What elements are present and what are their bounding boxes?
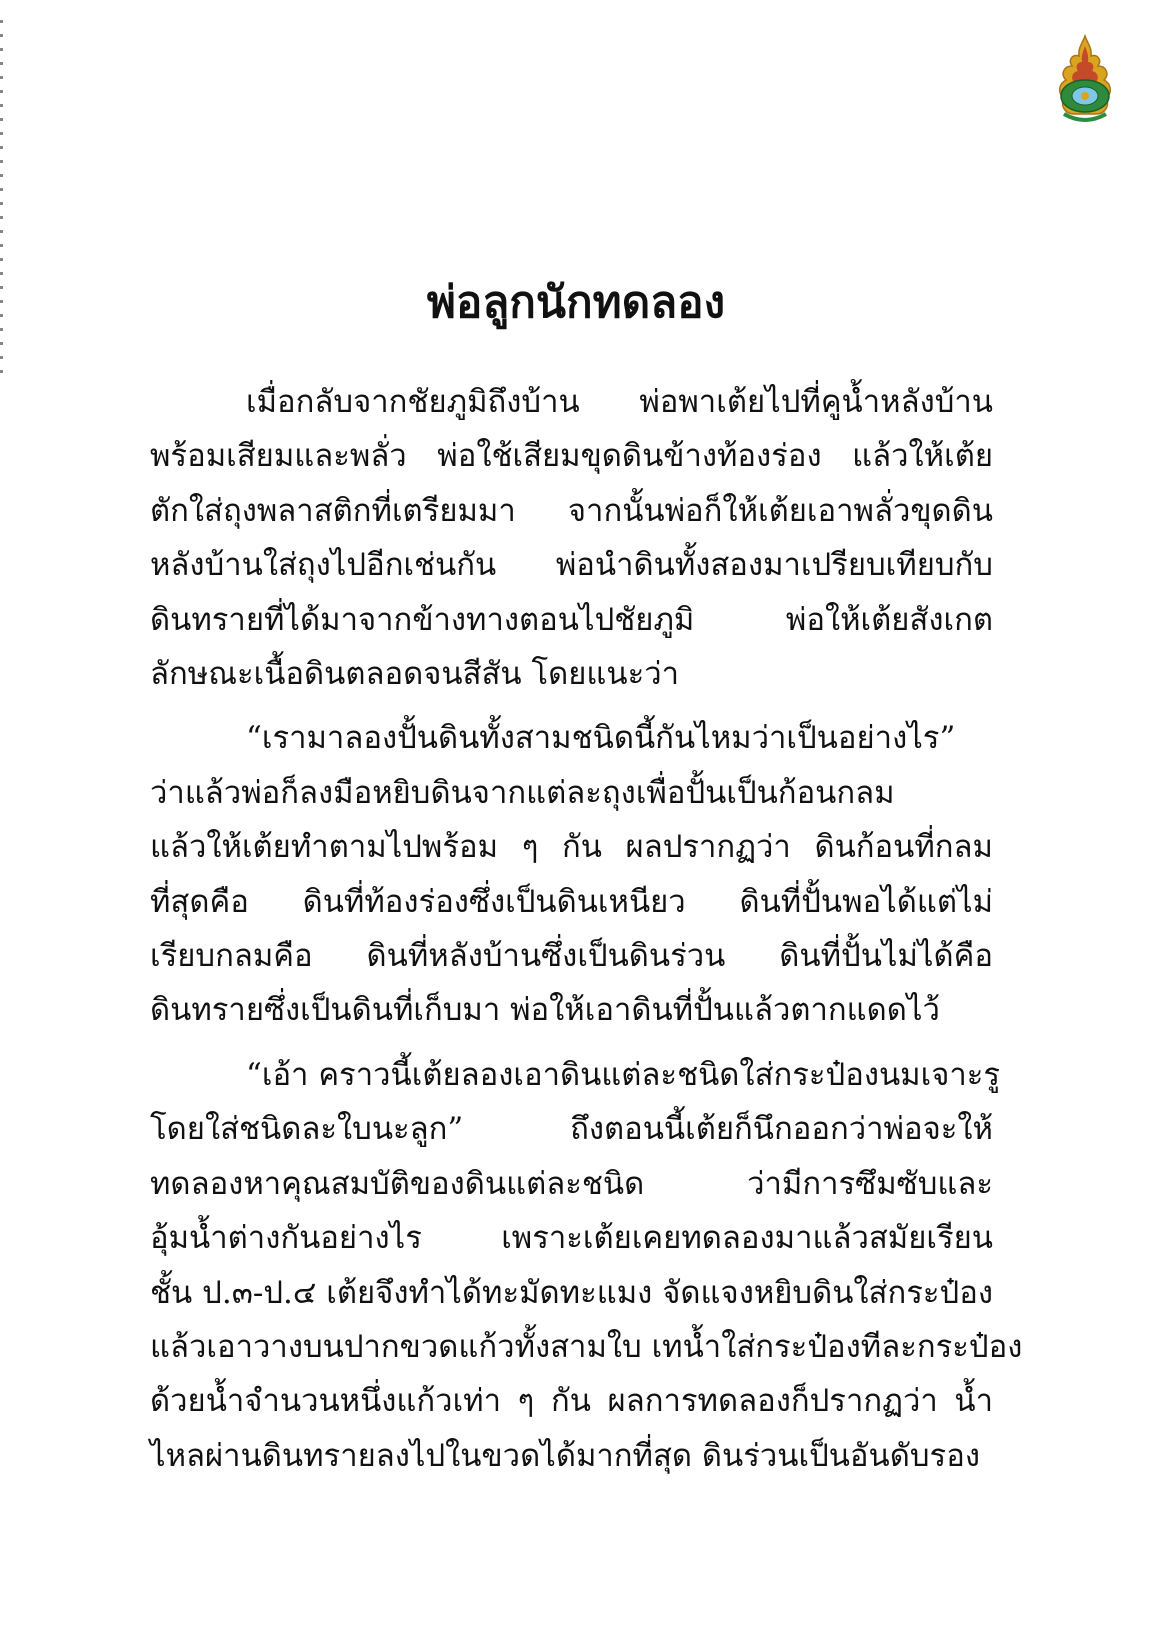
text-line: ดินทรายซึ่งเป็นดินที่เก็บมา พ่อให้เอาดินที่ปั้นแล้วตากแดดไว้ — [150, 992, 940, 1029]
text-line: เมื่อกลับจากชัยภูมิถึงบ้าน พ่อพาเต้ยไปที่คูน้ำหลังบ้าน — [246, 384, 993, 420]
text-line: ชั้น ป.๓-ป.๔ เต้ยจึงทำได้ทะมัดทะแมง จัดแจงหยิบดินใส่กระป๋อง — [150, 1274, 993, 1311]
text-line: ดินทรายที่ได้มาจากข้างทางตอนไปชัยภูมิ พ่อให้เต้ยสังเกต — [150, 601, 993, 638]
text-line: เรียบกลมคือ ดินที่หลังบ้านซึ่งเป็นดินร่วน ดินที่ปั้นไม่ได้คือ — [150, 938, 993, 975]
text-line: พร้อมเสียมและพลั่ว พ่อใช้เสียมขุดดินข้างท้องร่อง แล้วให้เต้ย — [150, 438, 993, 475]
text-line: “เอ้า คราวนี้เต้ยลองเอาดินแต่ละชนิดใส่กระป๋องนมเจาะรู — [246, 1056, 1001, 1093]
text-line: แล้วให้เต้ยทำตามไปพร้อม ๆ กัน ผลปรากฏว่า ดินก้อนที่กลม — [150, 829, 993, 866]
text-line: ที่สุดคือ ดินที่ท้องร่องซึ่งเป็นดินเหนียว ดินที่ปั้นพอได้แต่ไม่ — [150, 883, 993, 920]
paragraph-1 — [150, 375, 993, 701]
text-line: “เรามาลองปั้นดินทั้งสามชนิดนี้กันไหมว่าเป็นอย่างไร” — [246, 720, 956, 757]
page-title: พ่อลูกนักทดลอง — [426, 277, 726, 328]
text-line: ทดลองหาคุณสมบัติของดินแต่ละชนิด ว่ามีการซึมซับและ — [150, 1165, 993, 1202]
text-line: ไหลผ่านดินทรายลงไปในขวดได้มากที่สุด ดินร่วนเป็นอันดับรอง — [150, 1437, 980, 1474]
text-line: แล้วเอาวางบนปากขวดแก้วทั้งสามใบ เทน้ำใส่กระป๋องทีละกระป๋อง — [150, 1328, 1023, 1365]
text-line: ลักษณะเนื้อดินตลอดจนสีสัน โดยแนะว่า — [150, 656, 680, 693]
text-line: ตักใส่ถุงพลาสติกที่เตรียมมา จากนั้นพ่อก็ให้เต้ยเอาพลั่วขุดดิน — [150, 492, 993, 529]
paragraph-2 — [150, 711, 993, 1037]
text-line: ด้วยน้ำจำนวนหนึ่งแก้วเท่า ๆ กัน ผลการทดลองก็ปรากฏว่า น้ำ — [150, 1383, 993, 1420]
text-line: อุ้มน้ำต่างกันอย่างไร เพราะเต้ยเคยทดลองมาแล้วสมัยเรียน — [150, 1220, 993, 1257]
paragraph-3 — [150, 1048, 1023, 1483]
story-body — [150, 375, 1023, 1483]
school-emblem-icon — [1052, 34, 1118, 126]
text-line: ว่าแล้วพ่อก็ลงมือหยิบดินจากแต่ละถุงเพื่อปั้นเป็นก้อนกลม — [150, 774, 895, 811]
text-line: โดยใส่ชนิดละใบนะลูก” ถึงตอนนี้เต้ยก็นึกออกว่าพ่อจะให้ — [150, 1111, 993, 1148]
text-line: หลังบ้านใส่ถุงไปอีกเช่นกัน พ่อนำดินทั้งสองมาเปรียบเทียบกับ — [150, 547, 993, 584]
